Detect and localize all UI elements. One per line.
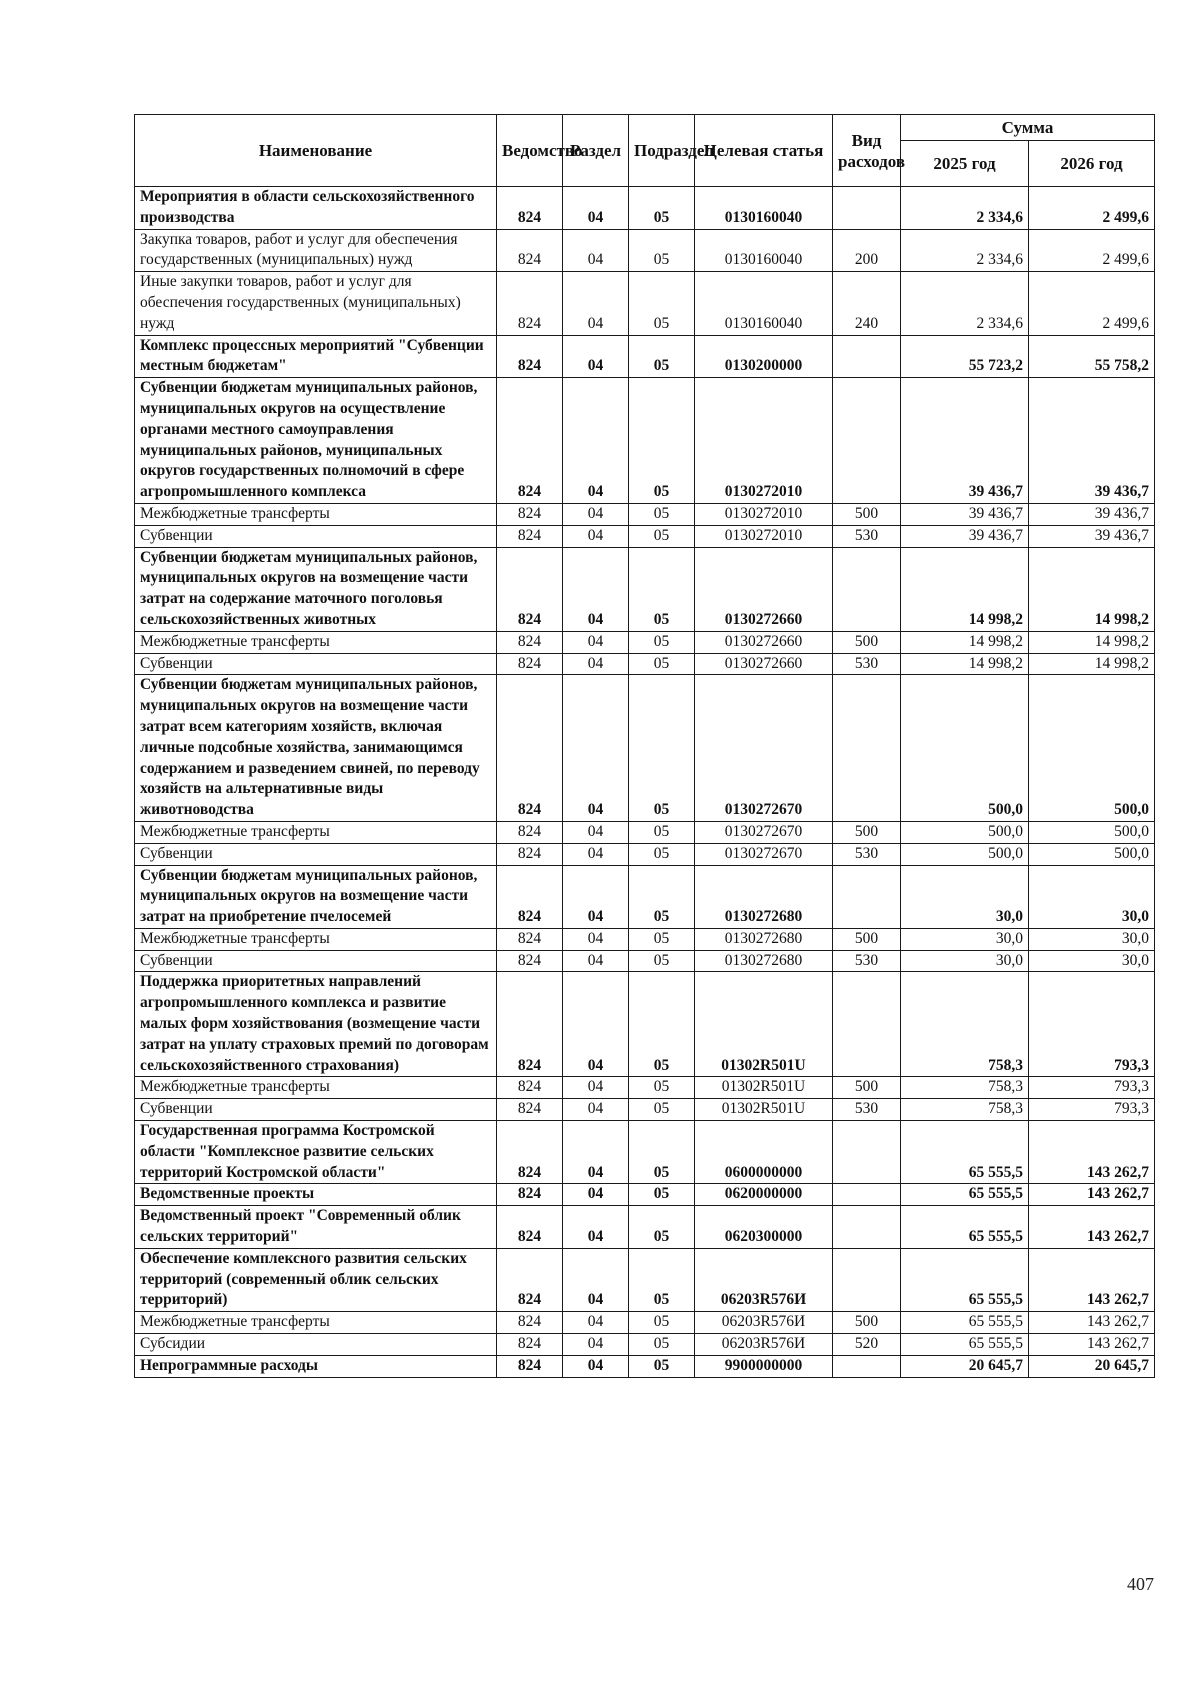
cell-razdel: 04 xyxy=(563,821,629,843)
cell-name: Межбюджетные трансферты xyxy=(135,1312,497,1334)
cell-podrazdel: 05 xyxy=(629,1248,695,1311)
cell-tselevaya-statya: 0600000000 xyxy=(695,1121,833,1184)
header-year-2026: 2026 год xyxy=(1029,141,1155,187)
cell-razdel: 04 xyxy=(563,675,629,822)
table-row xyxy=(135,1121,1155,1184)
header-razdel: Раздел xyxy=(563,115,629,187)
cell-sum-2025: 30,0 xyxy=(901,950,1029,972)
cell-podrazdel: 05 xyxy=(629,821,695,843)
cell-podrazdel: 05 xyxy=(629,1099,695,1121)
cell-sum-2026: 500,0 xyxy=(1029,821,1155,843)
cell-vedomstvo: 824 xyxy=(497,1248,563,1311)
cell-vid-rashodov xyxy=(833,1121,901,1184)
cell-sum-2025: 30,0 xyxy=(901,928,1029,950)
cell-vid-rashodov xyxy=(833,547,901,631)
cell-sum-2026: 55 758,2 xyxy=(1029,335,1155,378)
cell-sum-2025: 30,0 xyxy=(901,865,1029,928)
header-podrazdel: Подраздел xyxy=(629,115,695,187)
cell-name: Государственная программа Костромской области "Комплексное развитие сельских территорий Костромской области" xyxy=(135,1121,497,1184)
cell-sum-2026: 793,3 xyxy=(1029,1099,1155,1121)
cell-podrazdel: 05 xyxy=(629,865,695,928)
table-row xyxy=(135,1355,1155,1377)
cell-sum-2026: 500,0 xyxy=(1029,675,1155,822)
cell-tselevaya-statya: 0130200000 xyxy=(695,335,833,378)
cell-vedomstvo: 824 xyxy=(497,928,563,950)
cell-name: Иные закупки товаров, работ и услуг для обеспечения государственных (муниципальных) нужд xyxy=(135,272,497,335)
cell-vid-rashodov: 530 xyxy=(833,653,901,675)
cell-tselevaya-statya: 0130160040 xyxy=(695,187,833,230)
cell-vid-rashodov: 530 xyxy=(833,843,901,865)
cell-tselevaya-statya: 0130272660 xyxy=(695,547,833,631)
table-row xyxy=(135,547,1155,631)
cell-tselevaya-statya: 06203R576И xyxy=(695,1334,833,1356)
table-row xyxy=(135,525,1155,547)
cell-vedomstvo: 824 xyxy=(497,1206,563,1249)
cell-podrazdel: 05 xyxy=(629,1334,695,1356)
cell-podrazdel: 05 xyxy=(629,1184,695,1206)
cell-vedomstvo: 824 xyxy=(497,187,563,230)
cell-razdel: 04 xyxy=(563,1355,629,1377)
cell-razdel: 04 xyxy=(563,335,629,378)
cell-tselevaya-statya: 01302R501U xyxy=(695,1077,833,1099)
cell-vid-rashodov xyxy=(833,1206,901,1249)
cell-vedomstvo: 824 xyxy=(497,547,563,631)
cell-vid-rashodov xyxy=(833,675,901,822)
table-row xyxy=(135,229,1155,272)
cell-name: Мероприятия в области сельскохозяйственного производства xyxy=(135,187,497,230)
table-row xyxy=(135,1077,1155,1099)
cell-sum-2025: 65 555,5 xyxy=(901,1184,1029,1206)
cell-tselevaya-statya: 01302R501U xyxy=(695,972,833,1077)
cell-vedomstvo: 824 xyxy=(497,675,563,822)
cell-podrazdel: 05 xyxy=(629,1206,695,1249)
cell-vid-rashodov xyxy=(833,187,901,230)
header-name: Наименование xyxy=(135,115,497,187)
cell-sum-2025: 65 555,5 xyxy=(901,1312,1029,1334)
cell-name: Субвенции xyxy=(135,950,497,972)
cell-vedomstvo: 824 xyxy=(497,1077,563,1099)
cell-sum-2026: 2 499,6 xyxy=(1029,272,1155,335)
cell-sum-2026: 143 262,7 xyxy=(1029,1206,1155,1249)
page-number: 407 xyxy=(1127,1574,1154,1594)
table-row xyxy=(135,675,1155,822)
cell-sum-2026: 39 436,7 xyxy=(1029,378,1155,504)
cell-sum-2026: 30,0 xyxy=(1029,928,1155,950)
cell-sum-2025: 14 998,2 xyxy=(901,547,1029,631)
cell-vedomstvo: 824 xyxy=(497,653,563,675)
cell-vid-rashodov: 240 xyxy=(833,272,901,335)
cell-podrazdel: 05 xyxy=(629,675,695,822)
cell-podrazdel: 05 xyxy=(629,1121,695,1184)
cell-name: Межбюджетные трансферты xyxy=(135,821,497,843)
header-tselevaya-statya: Целевая статья xyxy=(695,115,833,187)
cell-sum-2025: 65 555,5 xyxy=(901,1206,1029,1249)
cell-sum-2025: 500,0 xyxy=(901,843,1029,865)
cell-tselevaya-statya: 0130272010 xyxy=(695,378,833,504)
cell-vedomstvo: 824 xyxy=(497,1334,563,1356)
cell-razdel: 04 xyxy=(563,1248,629,1311)
cell-vid-rashodov: 500 xyxy=(833,1312,901,1334)
cell-sum-2025: 2 334,6 xyxy=(901,229,1029,272)
table-row xyxy=(135,653,1155,675)
cell-sum-2026: 143 262,7 xyxy=(1029,1334,1155,1356)
cell-name: Межбюджетные трансферты xyxy=(135,1077,497,1099)
cell-sum-2025: 65 555,5 xyxy=(901,1121,1029,1184)
cell-vid-rashodov: 520 xyxy=(833,1334,901,1356)
cell-tselevaya-statya: 0130272680 xyxy=(695,950,833,972)
table-row xyxy=(135,272,1155,335)
cell-vedomstvo: 824 xyxy=(497,272,563,335)
cell-razdel: 04 xyxy=(563,1121,629,1184)
cell-podrazdel: 05 xyxy=(629,972,695,1077)
cell-tselevaya-statya: 0130272660 xyxy=(695,631,833,653)
cell-tselevaya-statya: 01302R501U xyxy=(695,1099,833,1121)
cell-vid-rashodov: 500 xyxy=(833,1077,901,1099)
cell-name: Ведомственный проект "Современный облик сельских территорий" xyxy=(135,1206,497,1249)
cell-podrazdel: 05 xyxy=(629,843,695,865)
cell-name: Закупка товаров, работ и услуг для обеспечения государственных (муниципальных) нужд xyxy=(135,229,497,272)
cell-podrazdel: 05 xyxy=(629,928,695,950)
cell-vedomstvo: 824 xyxy=(497,335,563,378)
table-row xyxy=(135,631,1155,653)
cell-sum-2026: 2 499,6 xyxy=(1029,187,1155,230)
cell-razdel: 04 xyxy=(563,950,629,972)
table-row xyxy=(135,1184,1155,1206)
cell-vedomstvo: 824 xyxy=(497,1355,563,1377)
table-row xyxy=(135,1248,1155,1311)
cell-sum-2026: 2 499,6 xyxy=(1029,229,1155,272)
header-vedomstvo: Ведомство xyxy=(497,115,563,187)
cell-razdel: 04 xyxy=(563,187,629,230)
cell-podrazdel: 05 xyxy=(629,503,695,525)
table-row xyxy=(135,950,1155,972)
cell-sum-2026: 143 262,7 xyxy=(1029,1312,1155,1334)
cell-vid-rashodov xyxy=(833,865,901,928)
cell-name: Субвенции xyxy=(135,843,497,865)
cell-sum-2025: 758,3 xyxy=(901,1099,1029,1121)
cell-name: Субсидии xyxy=(135,1334,497,1356)
cell-razdel: 04 xyxy=(563,843,629,865)
cell-tselevaya-statya: 0130272680 xyxy=(695,928,833,950)
cell-tselevaya-statya: 0130272670 xyxy=(695,821,833,843)
table-row xyxy=(135,503,1155,525)
cell-sum-2025: 758,3 xyxy=(901,972,1029,1077)
cell-vedomstvo: 824 xyxy=(497,378,563,504)
header-summa: Сумма xyxy=(901,115,1155,141)
cell-sum-2025: 500,0 xyxy=(901,821,1029,843)
cell-name: Непрограммные расходы xyxy=(135,1355,497,1377)
cell-podrazdel: 05 xyxy=(629,631,695,653)
cell-sum-2025: 39 436,7 xyxy=(901,503,1029,525)
cell-podrazdel: 05 xyxy=(629,1077,695,1099)
cell-vedomstvo: 824 xyxy=(497,229,563,272)
cell-vedomstvo: 824 xyxy=(497,1121,563,1184)
cell-razdel: 04 xyxy=(563,378,629,504)
cell-tselevaya-statya: 06203R576И xyxy=(695,1248,833,1311)
cell-sum-2026: 143 262,7 xyxy=(1029,1121,1155,1184)
cell-razdel: 04 xyxy=(563,1206,629,1249)
table-row xyxy=(135,187,1155,230)
cell-tselevaya-statya: 0130272670 xyxy=(695,675,833,822)
cell-podrazdel: 05 xyxy=(629,378,695,504)
cell-sum-2025: 2 334,6 xyxy=(901,187,1029,230)
cell-vid-rashodov: 500 xyxy=(833,928,901,950)
cell-vid-rashodov xyxy=(833,1184,901,1206)
cell-sum-2025: 55 723,2 xyxy=(901,335,1029,378)
table-row xyxy=(135,972,1155,1077)
cell-tselevaya-statya: 06203R576И xyxy=(695,1312,833,1334)
table-row xyxy=(135,1334,1155,1356)
cell-razdel: 04 xyxy=(563,865,629,928)
cell-vid-rashodov: 530 xyxy=(833,1099,901,1121)
cell-vedomstvo: 824 xyxy=(497,1184,563,1206)
cell-razdel: 04 xyxy=(563,525,629,547)
cell-name: Субвенции бюджетам муниципальных районов, муниципальных округов на возмещение части затрат на содержание маточного поголовья сельскохозяйственных животных xyxy=(135,547,497,631)
cell-tselevaya-statya: 0130272660 xyxy=(695,653,833,675)
cell-vid-rashodov xyxy=(833,972,901,1077)
cell-name: Межбюджетные трансферты xyxy=(135,631,497,653)
cell-sum-2025: 20 645,7 xyxy=(901,1355,1029,1377)
cell-tselevaya-statya: 0130272680 xyxy=(695,865,833,928)
cell-vedomstvo: 824 xyxy=(497,1099,563,1121)
table-row xyxy=(135,1099,1155,1121)
table-body xyxy=(135,187,1155,1378)
table-row xyxy=(135,335,1155,378)
cell-tselevaya-statya: 0130272010 xyxy=(695,503,833,525)
cell-vedomstvo: 824 xyxy=(497,865,563,928)
cell-name: Субвенции xyxy=(135,653,497,675)
cell-tselevaya-statya: 9900000000 xyxy=(695,1355,833,1377)
table-row xyxy=(135,865,1155,928)
cell-razdel: 04 xyxy=(563,653,629,675)
cell-sum-2026: 143 262,7 xyxy=(1029,1248,1155,1311)
table-row xyxy=(135,821,1155,843)
cell-sum-2026: 793,3 xyxy=(1029,972,1155,1077)
cell-tselevaya-statya: 0130160040 xyxy=(695,272,833,335)
cell-vedomstvo: 824 xyxy=(497,525,563,547)
cell-vid-rashodov xyxy=(833,378,901,504)
header-year-2025: 2025 год xyxy=(901,141,1029,187)
cell-name: Обеспечение комплексного развития сельских территорий (современный облик сельских территорий) xyxy=(135,1248,497,1311)
cell-podrazdel: 05 xyxy=(629,525,695,547)
cell-vid-rashodov: 530 xyxy=(833,950,901,972)
cell-podrazdel: 05 xyxy=(629,335,695,378)
cell-razdel: 04 xyxy=(563,1334,629,1356)
cell-sum-2025: 14 998,2 xyxy=(901,653,1029,675)
cell-name: Субвенции бюджетам муниципальных районов, муниципальных округов на возмещение части затрат на приобретение пчелосемей xyxy=(135,865,497,928)
cell-sum-2026: 793,3 xyxy=(1029,1077,1155,1099)
cell-sum-2026: 39 436,7 xyxy=(1029,525,1155,547)
cell-vid-rashodov: 530 xyxy=(833,525,901,547)
cell-podrazdel: 05 xyxy=(629,187,695,230)
cell-name: Межбюджетные трансферты xyxy=(135,503,497,525)
cell-vid-rashodov xyxy=(833,1248,901,1311)
cell-vedomstvo: 824 xyxy=(497,1312,563,1334)
cell-vid-rashodov: 500 xyxy=(833,631,901,653)
cell-name: Поддержка приоритетных направлений агропромышленного комплекса и развитие малых форм хозяйствования (возмещение части затрат на уплату страховых премий по договорам сельскохозяйственного страхования) xyxy=(135,972,497,1077)
cell-sum-2025: 39 436,7 xyxy=(901,525,1029,547)
cell-vid-rashodov: 200 xyxy=(833,229,901,272)
table-row xyxy=(135,378,1155,504)
cell-razdel: 04 xyxy=(563,229,629,272)
cell-razdel: 04 xyxy=(563,1312,629,1334)
cell-vedomstvo: 824 xyxy=(497,631,563,653)
cell-tselevaya-statya: 0130272010 xyxy=(695,525,833,547)
budget-table xyxy=(134,114,1155,1378)
cell-sum-2026: 20 645,7 xyxy=(1029,1355,1155,1377)
cell-name: Межбюджетные трансферты xyxy=(135,928,497,950)
cell-podrazdel: 05 xyxy=(629,1355,695,1377)
cell-tselevaya-statya: 0620300000 xyxy=(695,1206,833,1249)
cell-vedomstvo: 824 xyxy=(497,843,563,865)
cell-sum-2026: 30,0 xyxy=(1029,865,1155,928)
cell-vid-rashodov xyxy=(833,1355,901,1377)
cell-sum-2026: 143 262,7 xyxy=(1029,1184,1155,1206)
cell-razdel: 04 xyxy=(563,547,629,631)
cell-razdel: 04 xyxy=(563,928,629,950)
cell-tselevaya-statya: 0130160040 xyxy=(695,229,833,272)
cell-tselevaya-statya: 0620000000 xyxy=(695,1184,833,1206)
cell-name: Субвенции xyxy=(135,1099,497,1121)
table-row xyxy=(135,1206,1155,1249)
cell-sum-2026: 14 998,2 xyxy=(1029,653,1155,675)
cell-name: Ведомственные проекты xyxy=(135,1184,497,1206)
cell-vedomstvo: 824 xyxy=(497,972,563,1077)
table-row xyxy=(135,1312,1155,1334)
cell-sum-2025: 65 555,5 xyxy=(901,1334,1029,1356)
table-row xyxy=(135,928,1155,950)
cell-sum-2025: 758,3 xyxy=(901,1077,1029,1099)
cell-razdel: 04 xyxy=(563,972,629,1077)
cell-podrazdel: 05 xyxy=(629,547,695,631)
cell-vedomstvo: 824 xyxy=(497,950,563,972)
cell-vid-rashodov: 500 xyxy=(833,821,901,843)
cell-tselevaya-statya: 0130272670 xyxy=(695,843,833,865)
cell-podrazdel: 05 xyxy=(629,950,695,972)
cell-podrazdel: 05 xyxy=(629,229,695,272)
cell-sum-2026: 14 998,2 xyxy=(1029,547,1155,631)
cell-vid-rashodov xyxy=(833,335,901,378)
header-vid-rashodov: Вид расходов xyxy=(833,115,901,187)
cell-sum-2025: 500,0 xyxy=(901,675,1029,822)
cell-sum-2026: 14 998,2 xyxy=(1029,631,1155,653)
cell-vedomstvo: 824 xyxy=(497,503,563,525)
cell-vedomstvo: 824 xyxy=(497,821,563,843)
cell-name: Комплекс процессных мероприятий "Субвенции местным бюджетам" xyxy=(135,335,497,378)
cell-podrazdel: 05 xyxy=(629,1312,695,1334)
cell-razdel: 04 xyxy=(563,1077,629,1099)
cell-razdel: 04 xyxy=(563,272,629,335)
cell-vid-rashodov: 500 xyxy=(833,503,901,525)
cell-sum-2025: 14 998,2 xyxy=(901,631,1029,653)
cell-razdel: 04 xyxy=(563,1099,629,1121)
cell-razdel: 04 xyxy=(563,1184,629,1206)
table-row xyxy=(135,843,1155,865)
cell-razdel: 04 xyxy=(563,631,629,653)
cell-sum-2025: 2 334,6 xyxy=(901,272,1029,335)
cell-sum-2026: 39 436,7 xyxy=(1029,503,1155,525)
cell-sum-2026: 30,0 xyxy=(1029,950,1155,972)
cell-sum-2026: 500,0 xyxy=(1029,843,1155,865)
cell-name: Субвенции бюджетам муниципальных районов, муниципальных округов на осуществление органами местного самоуправления муниципальных районов, муниципальных округов государственных полномочий в сфере агропромышленного комплекса xyxy=(135,378,497,504)
cell-podrazdel: 05 xyxy=(629,272,695,335)
cell-razdel: 04 xyxy=(563,503,629,525)
cell-name: Субвенции xyxy=(135,525,497,547)
cell-name: Субвенции бюджетам муниципальных районов, муниципальных округов на возмещение части затрат всем категориям хозяйств, включая личные подсобные хозяйства, занимающимся содержанием и разведением свиней, по переводу хозяйств на альтернативные виды животноводства xyxy=(135,675,497,822)
table-header xyxy=(135,115,1155,187)
cell-podrazdel: 05 xyxy=(629,653,695,675)
cell-sum-2025: 65 555,5 xyxy=(901,1248,1029,1311)
cell-sum-2025: 39 436,7 xyxy=(901,378,1029,504)
